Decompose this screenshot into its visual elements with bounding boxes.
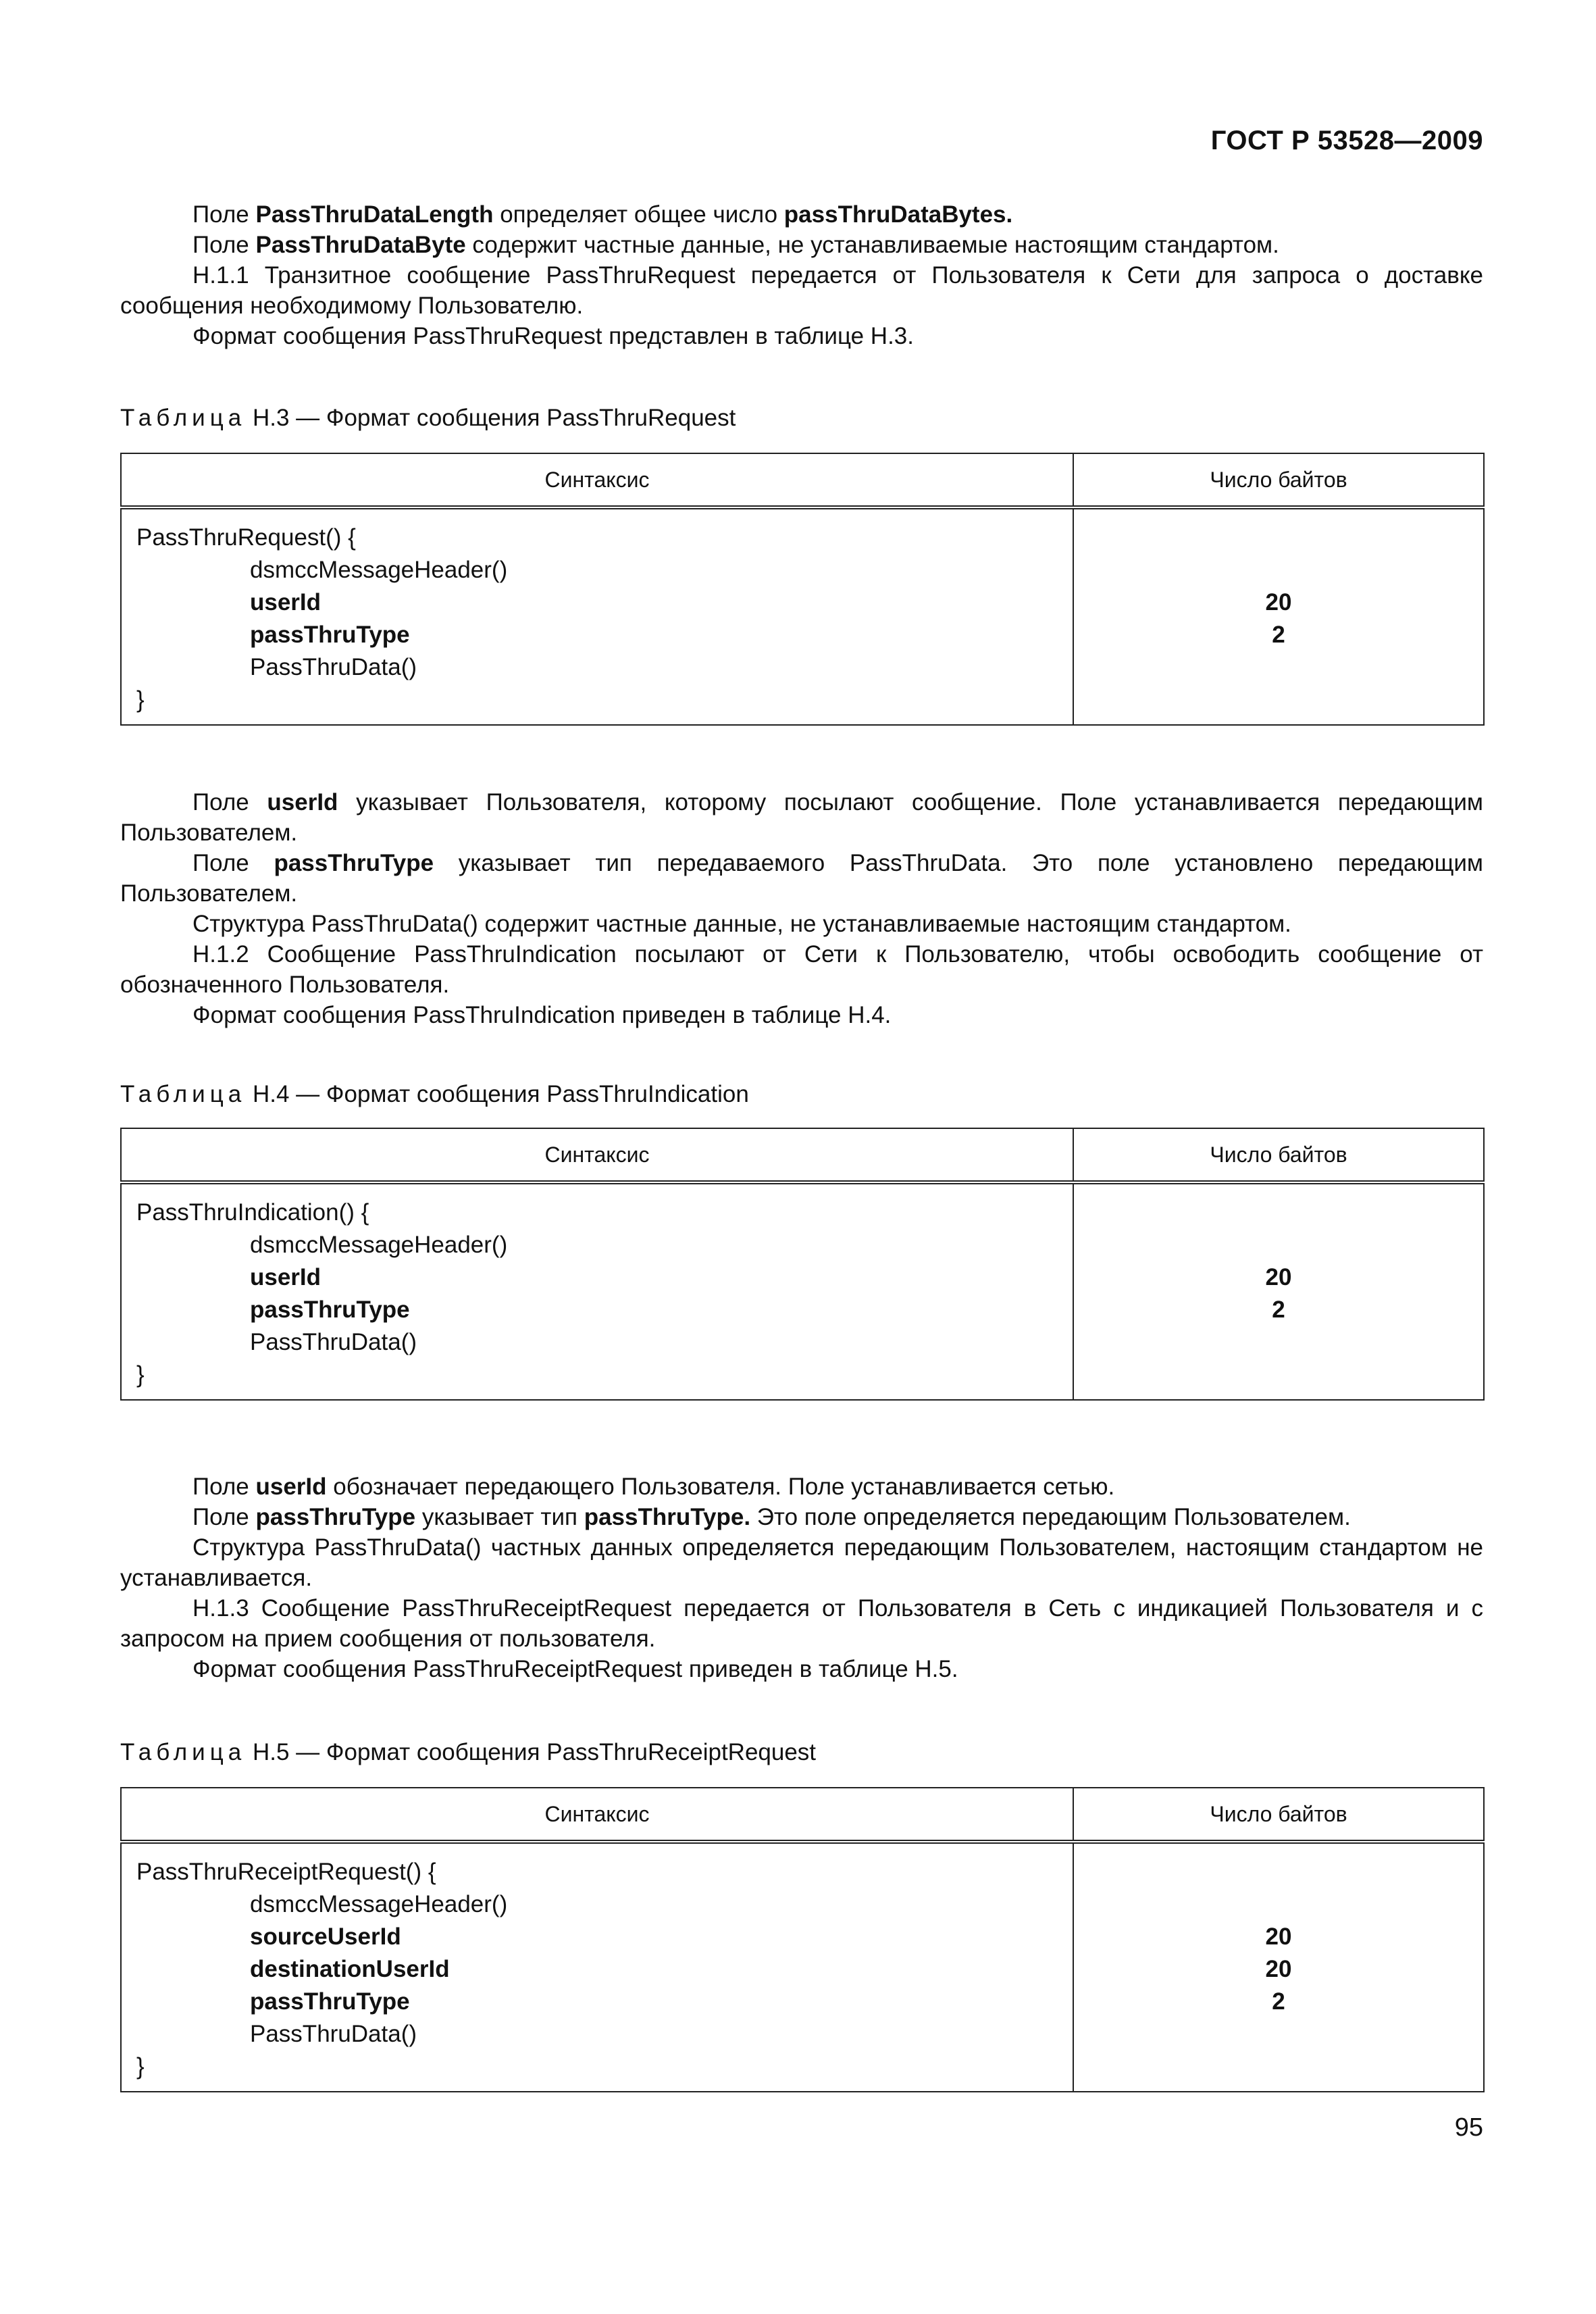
text-run: Поле	[192, 850, 274, 876]
bytes-cell	[1073, 507, 1484, 725]
field-name: userId	[255, 1474, 327, 1500]
paragraph	[120, 939, 1483, 1000]
syntax-line: userId	[250, 1264, 321, 1290]
byte-count	[1074, 1359, 1483, 1391]
byte-count	[1074, 1888, 1483, 1921]
column-header-syntax: Синтаксис	[121, 1128, 1073, 1182]
table-caption-title: H.3 — Формат сообщения PassThruRequest	[246, 405, 736, 431]
byte-count: 20	[1265, 1264, 1292, 1290]
field-name: userId	[267, 789, 338, 815]
table-h3	[120, 453, 1485, 726]
syntax-cell	[121, 1842, 1073, 2092]
table-h3-caption	[120, 403, 736, 433]
paragraph	[120, 230, 1483, 260]
table-caption-word: Таблица	[120, 1081, 247, 1107]
table-h4-caption	[120, 1079, 749, 1109]
field-name: passThruType	[255, 1504, 416, 1530]
syntax-line: PassThruIndication() {	[136, 1199, 369, 1226]
syntax-line: destinationUserId	[250, 1956, 450, 1982]
text-run: Поле	[192, 1474, 256, 1500]
bytes-cell	[1073, 1182, 1484, 1400]
text-after-h3	[120, 787, 1483, 1030]
paragraph	[120, 1532, 1483, 1593]
syntax-line: userId	[250, 589, 321, 615]
table-row	[121, 507, 1484, 725]
paragraph	[120, 1502, 1483, 1532]
text-run: H.1.3 Сообщение PassThruReceiptRequest передается от Пользователя в Сеть с индикацией Пользователя и с запросом на прием сообщения от пользователя.	[120, 1595, 1483, 1652]
byte-count: 20	[1265, 1956, 1292, 1982]
table-h5-caption	[120, 1737, 816, 1767]
byte-count	[1074, 2018, 1483, 2051]
column-header-bytes: Число байтов	[1073, 453, 1484, 507]
syntax-line: PassThruReceiptRequest() {	[136, 1859, 436, 1885]
syntax-line: passThruType	[250, 1988, 410, 2015]
byte-count: 2	[1272, 1988, 1285, 2015]
byte-count	[1074, 2051, 1483, 2083]
byte-count	[1074, 684, 1483, 716]
paragraph	[120, 199, 1483, 230]
text-run: содержит частные данные, не устанавливаемые настоящим стандартом.	[465, 232, 1279, 258]
syntax-line: PassThruRequest() {	[136, 524, 356, 551]
field-name: passThruType.	[584, 1504, 751, 1530]
byte-count	[1074, 1326, 1483, 1359]
paragraph	[120, 1000, 1483, 1030]
table-h4	[120, 1128, 1485, 1401]
syntax-line: }	[136, 1361, 145, 1388]
text-run: H.1.2 Сообщение PassThruIndication посылают от Сети к Пользователю, чтобы освободить сообщение от обозначенного Пользователя.	[120, 941, 1483, 998]
text-run: Поле	[192, 789, 267, 815]
bytes-cell	[1073, 1842, 1484, 2092]
syntax-line: dsmccMessageHeader()	[250, 1232, 508, 1258]
text-run: указывает тип	[415, 1504, 584, 1530]
table-row	[121, 1182, 1484, 1400]
syntax-line: }	[136, 2053, 145, 2080]
byte-count: 2	[1272, 1297, 1285, 1323]
text-run: Формат сообщения PassThruReceiptRequest приведен в таблице H.5.	[192, 1656, 958, 1682]
syntax-line: passThruType	[250, 622, 410, 648]
syntax-cell	[121, 1182, 1073, 1400]
byte-count	[1074, 1856, 1483, 1888]
syntax-line: }	[136, 686, 145, 713]
text-run: Поле	[192, 201, 256, 228]
text-run: обозначает передающего Пользователя. Поле устанавливается сетью.	[326, 1474, 1115, 1500]
field-name: passThruDataBytes.	[783, 201, 1013, 228]
text-run: Структура PassThruData() частных данных определяется передающим Пользователем, настоящим стандартом не устанавливается.	[120, 1534, 1483, 1591]
syntax-line: dsmccMessageHeader()	[250, 1891, 508, 1917]
byte-count	[1074, 522, 1483, 554]
paragraph	[120, 1593, 1483, 1654]
byte-count: 2	[1272, 622, 1285, 648]
table-caption-word: Таблица	[120, 1739, 247, 1765]
column-header-syntax: Синтаксис	[121, 1788, 1073, 1842]
text-run: Поле	[192, 1504, 256, 1530]
syntax-line: passThruType	[250, 1297, 410, 1323]
byte-count: 20	[1265, 589, 1292, 615]
paragraph	[120, 260, 1483, 321]
byte-count	[1074, 1229, 1483, 1261]
text-after-h4	[120, 1472, 1483, 1684]
paragraph	[120, 1472, 1483, 1502]
document-header: ГОСТ Р 53528—2009	[1210, 126, 1483, 155]
column-header-bytes: Число байтов	[1073, 1788, 1484, 1842]
syntax-line: PassThruData()	[250, 1329, 417, 1355]
table-caption-title: H.4 — Формат сообщения PassThruIndication	[246, 1081, 749, 1107]
field-name: PassThruDataLength	[255, 201, 494, 228]
field-name: passThruType	[274, 850, 434, 876]
text-run: Формат сообщения PassThruRequest представлен в таблице H.3.	[192, 323, 914, 349]
byte-count	[1074, 1197, 1483, 1229]
column-header-syntax: Синтаксис	[121, 453, 1073, 507]
intro-text	[120, 199, 1483, 351]
text-run: Это поле определяется передающим Пользователем.	[750, 1504, 1351, 1530]
paragraph	[120, 848, 1483, 909]
table-h5	[120, 1787, 1485, 2092]
text-run: Формат сообщения PassThruIndication приведен в таблице H.4.	[192, 1002, 892, 1028]
field-name: PassThruDataByte	[255, 232, 466, 258]
syntax-line: dsmccMessageHeader()	[250, 557, 508, 583]
syntax-line: PassThruData()	[250, 2021, 417, 2047]
table-caption-title: H.5 — Формат сообщения PassThruReceiptRequest	[246, 1739, 817, 1765]
byte-count	[1074, 651, 1483, 684]
byte-count	[1074, 554, 1483, 586]
text-run: определяет общее число	[493, 201, 784, 228]
page-number: 95	[1454, 2113, 1483, 2142]
text-run: Поле	[192, 232, 256, 258]
byte-count: 20	[1265, 1923, 1292, 1950]
paragraph	[120, 321, 1483, 351]
paragraph	[120, 909, 1483, 939]
text-run: H.1.1 Транзитное сообщение PassThruRequest передается от Пользователя к Сети для запроса о доставке сообщения необходимому Пользователю.	[120, 262, 1483, 319]
table-caption-word: Таблица	[120, 405, 247, 431]
syntax-cell	[121, 507, 1073, 725]
text-run: Структура PassThruData() содержит частные данные, не устанавливаемые настоящим стандартом.	[192, 911, 1291, 937]
syntax-line: sourceUserId	[250, 1923, 401, 1950]
text-run: указывает Пользователя, которому посылают сообщение. Поле устанавливается передающим Пользователем.	[120, 789, 1483, 846]
paragraph	[120, 787, 1483, 848]
syntax-line: PassThruData()	[250, 654, 417, 680]
table-row	[121, 1842, 1484, 2092]
text-run: указывает тип передаваемого PassThruData. Это поле установлено передающим Пользователем.	[120, 850, 1483, 907]
paragraph	[120, 1654, 1483, 1684]
column-header-bytes: Число байтов	[1073, 1128, 1484, 1182]
